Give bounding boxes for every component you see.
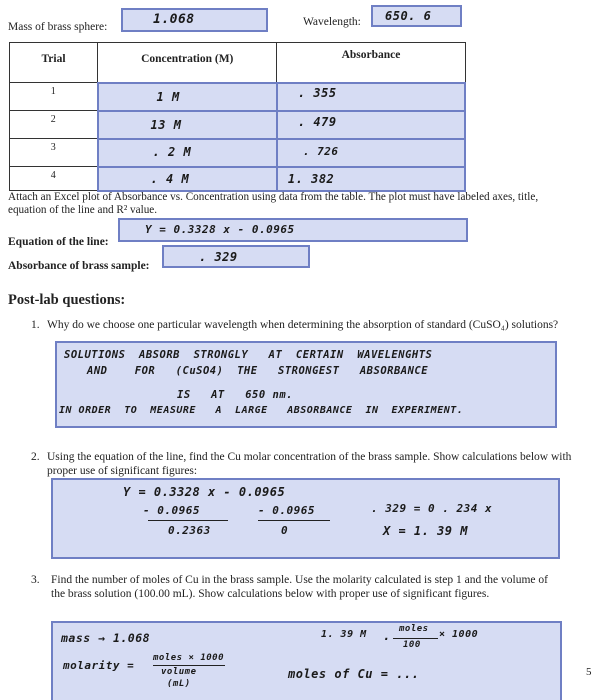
q1-answer-line-3: IS AT 650 nm. xyxy=(177,389,293,401)
header-trial: Trial xyxy=(10,43,98,83)
equation-field[interactable] xyxy=(118,218,468,242)
table-row-3-conc[interactable] xyxy=(98,139,277,167)
conc-value-3: . 2 M xyxy=(152,144,192,159)
q1-answer-line-1: SOLUTIONS ABSORB STRONGLY AT CERTAIN WAVELENGHTS xyxy=(64,349,433,361)
q3-calc-bottom: 100 xyxy=(403,640,421,650)
conc-value-4: . 4 M xyxy=(150,171,190,186)
absorbance-sample-field[interactable] xyxy=(162,245,310,268)
q2-answer-box[interactable] xyxy=(51,478,560,559)
q2-line-3a: 0.2363 xyxy=(168,524,211,537)
q3-molarity: molarity = xyxy=(63,659,135,672)
abs-value-4: 1. 382 xyxy=(287,171,335,186)
conc-value-1: 1 M xyxy=(156,89,180,104)
q1-number: 1. xyxy=(31,319,40,331)
q1-text: Why do we choose one particular wavelength when determining the absorption of standard (CuSO₄) solutions? xyxy=(47,319,559,331)
table-row-3-abs[interactable] xyxy=(277,139,465,167)
q3-text: Find the number of moles of Cu in the brass sample. Use the molarity calculated is step 1 and the volume of the brass solution (100.00 mL). Show calculations below with proper use of significant figures. xyxy=(51,574,548,600)
data-table xyxy=(9,42,466,192)
postlab-title: Post-lab questions: xyxy=(8,292,126,308)
table-row-4-conc[interactable] xyxy=(98,167,277,191)
wavelength-field[interactable] xyxy=(371,5,462,27)
q3-answer-box[interactable] xyxy=(51,621,562,700)
q2-right-1: . 329 = 0 . 234 x xyxy=(371,502,493,515)
table-row-2-conc[interactable] xyxy=(98,111,277,139)
q2-line-3b: 0 xyxy=(281,524,289,537)
absorbance-sample-label: Absorbance of brass sample: xyxy=(8,260,150,272)
q3-calc-dot: . xyxy=(383,629,391,643)
q3-frac-top: moles × 1000 xyxy=(153,653,225,663)
q3-calc-mult: × 1000 xyxy=(439,629,479,640)
q3-number: 3. xyxy=(31,574,40,586)
table-row-4-abs[interactable] xyxy=(277,167,465,191)
q3-calc-line xyxy=(393,638,438,639)
attach-instruction: Attach an Excel plot of Absorbance vs. Concentration using data from the table. The plot must have labeled axes, title, equation of the line and R² value. xyxy=(8,191,539,216)
mass-field[interactable] xyxy=(121,8,268,32)
q2-line-2b: - 0.0965 xyxy=(258,504,315,517)
q1-answer-line-2: AND FOR (CuSO4) THE STRONGEST ABSORBANCE xyxy=(87,365,429,377)
q2-right-2: X = 1. 39 M xyxy=(383,524,468,538)
mass-label: Mass of brass sphere: xyxy=(8,21,108,33)
q1-answer-line-4: IN ORDER TO MEASURE A LARGE ABSORBANCE IN EXPERIMENT. xyxy=(59,405,464,416)
table-row-1-conc[interactable] xyxy=(98,83,277,111)
absorbance-sample-value: . 329 xyxy=(199,250,238,264)
q2-number: 2. xyxy=(31,451,40,463)
q3-frac-bottom: volume xyxy=(161,667,197,677)
q3-calc-a: 1. 39 M xyxy=(321,629,367,640)
q3-frac-unit: (mL) xyxy=(167,679,191,689)
page-number: 5 xyxy=(586,666,592,678)
q3-mass: mass → 1.068 xyxy=(61,631,151,645)
table-row-3-trial: 3 xyxy=(10,139,98,167)
mass-value: 1.068 xyxy=(153,12,195,27)
q3-moles-text: moles of Cu = ... xyxy=(288,667,420,681)
q2-line-1: Y = 0.3328 x - 0.0965 xyxy=(123,485,286,499)
table-row-2-trial: 2 xyxy=(10,111,98,139)
q3-calc-top: moles xyxy=(399,624,429,634)
q1-answer-box[interactable] xyxy=(55,341,557,428)
abs-value-2: . 479 xyxy=(297,114,337,129)
wavelength-value: 650. 6 xyxy=(385,9,432,23)
header-concentration: Concentration (M) xyxy=(98,43,277,83)
q2-underline-2 xyxy=(258,520,330,521)
wavelength-label: Wavelength: xyxy=(303,16,361,28)
table-row-1-abs[interactable] xyxy=(277,83,465,111)
table-row-1-trial: 1 xyxy=(10,83,98,111)
equation-value: Y = 0.3328 x - 0.0965 xyxy=(145,223,295,236)
table-row-2-abs[interactable] xyxy=(277,111,465,139)
q2-underline-1 xyxy=(148,520,228,521)
conc-value-2: 13 M xyxy=(150,117,182,132)
abs-value-3: . 726 xyxy=(302,144,339,158)
equation-label: Equation of the line: xyxy=(8,236,109,248)
q2-line-2a: - 0.0965 xyxy=(143,504,200,517)
q3-frac-line xyxy=(153,665,225,666)
header-absorbance: Absorbance xyxy=(277,43,465,83)
abs-value-1: . 355 xyxy=(297,85,337,100)
q2-text: Using the equation of the line, find the Cu molar concentration of the brass sample. Show calculations below with proper use of significant figures: xyxy=(47,451,572,477)
table-row-4-trial: 4 xyxy=(10,167,98,191)
